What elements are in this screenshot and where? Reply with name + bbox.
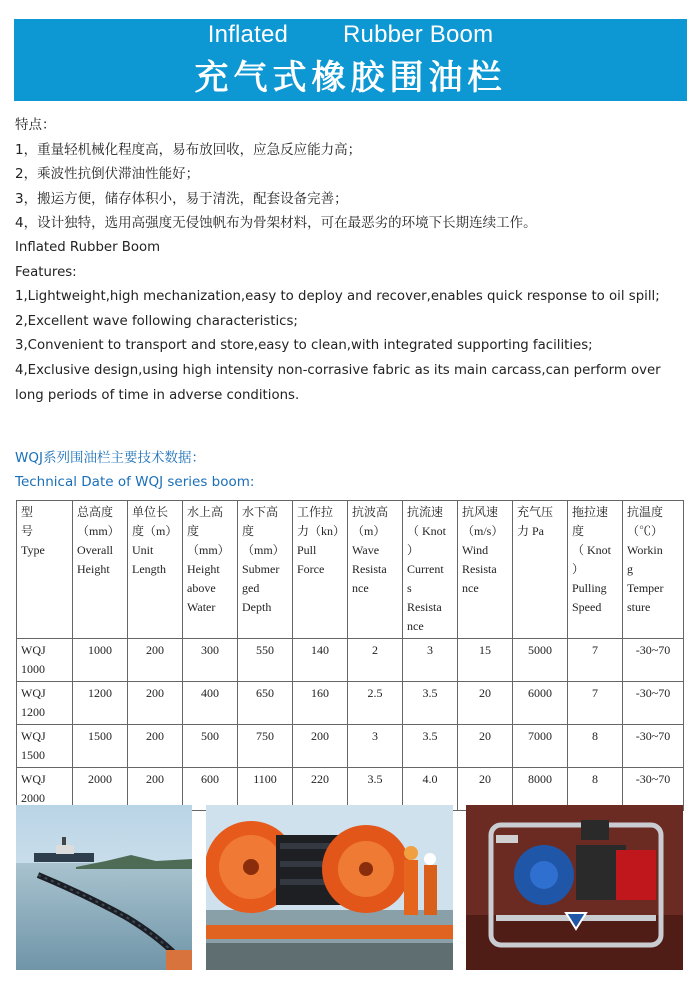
table-cell: 3 — [403, 639, 458, 682]
table-cell: 7 — [568, 682, 623, 725]
table-cell: 15 — [458, 639, 513, 682]
table-cell: 220 — [293, 768, 348, 811]
table-cell: 5000 — [513, 639, 568, 682]
table-row — [17, 682, 684, 725]
table-cell: 3.5 — [403, 725, 458, 768]
table-cell: 2000 — [73, 768, 128, 811]
air-blower-photo — [466, 805, 683, 970]
table-cell: WQJ 1200 — [17, 682, 73, 725]
table-cell: 400 — [183, 682, 238, 725]
table-cell: 550 — [238, 639, 293, 682]
product-name: Inflated Rubber Boom — [15, 240, 161, 255]
table-cell: WQJ 1500 — [17, 725, 73, 768]
features-en-item: 1,Lightweight,high mechanization,easy to deploy and recover,enables quick response to oil spill; — [15, 289, 660, 305]
table-cell: 3.5 — [403, 682, 458, 725]
table-cell: 6000 — [513, 682, 568, 725]
table-cell: -30~70 — [623, 725, 684, 768]
header-cell: 工作拉 力（kn） Pull Force — [293, 501, 348, 639]
table-cell: 500 — [183, 725, 238, 768]
header-cell: 抗温度 （℃） Workin g Temper sture — [623, 501, 684, 639]
table-cell: 140 — [293, 639, 348, 682]
table-cell: 200 — [293, 725, 348, 768]
table-cell: 1500 — [73, 725, 128, 768]
spec-table — [16, 500, 684, 811]
header-cell: 水下高 度 （mm） Submer ged Depth — [238, 501, 293, 639]
table-cell: 200 — [128, 768, 183, 811]
table-cell: 1200 — [73, 682, 128, 725]
features-cn-item: 4，设计独特，选用高强度无侵蚀帆布为骨架材料，可在最恶劣的环境下长期连续工作。 — [15, 215, 537, 232]
table-cell: 8 — [568, 725, 623, 768]
header-cell: 充气压 力 Pa — [513, 501, 568, 639]
table-cell: WQJ 1000 — [17, 639, 73, 682]
table-cell: 7000 — [513, 725, 568, 768]
table-cell: 600 — [183, 768, 238, 811]
features-english — [15, 236, 685, 408]
features-en-item: 3,Convenient to transport and store,easy to clean,with integrated supporting facilities; — [15, 338, 593, 354]
table-cell: 8000 — [513, 768, 568, 811]
table-cell: WQJ 2000 — [17, 768, 73, 811]
features-en-item: 4,Exclusive design,using high intensity non-corrasive fabric as its main carcass,can perform over long periods of time in adverse conditions. — [15, 362, 661, 403]
table-cell: 3.5 — [348, 768, 403, 811]
table-cell: 20 — [458, 725, 513, 768]
table-cell: 4.0 — [403, 768, 458, 811]
table-cell: -30~70 — [623, 682, 684, 725]
boom-on-water-photo — [16, 805, 192, 970]
features-en-heading: Features: — [15, 264, 77, 280]
features-cn-item: 2，乘波性抗倒伏滞油性能好； — [15, 166, 200, 183]
title-banner — [14, 19, 687, 101]
table-cell: -30~70 — [623, 639, 684, 682]
table-cell: 200 — [128, 725, 183, 768]
spec-title-english: Technical Date of WQJ series boom: — [15, 474, 255, 490]
table-cell: 20 — [458, 768, 513, 811]
boom-reel-image — [206, 805, 453, 970]
header-cell: 型 号 Type — [17, 501, 73, 639]
title-chinese: 充气式橡胶围油栏 — [194, 58, 507, 98]
table-cell: -30~70 — [623, 768, 684, 811]
table-cell: 300 — [183, 639, 238, 682]
boom-reel-photo — [206, 805, 453, 970]
title-english: Inflated Rubber Boom — [207, 21, 494, 48]
features-chinese — [15, 113, 685, 236]
table-cell: 2.5 — [348, 682, 403, 725]
header-cell: 抗流速 （ Knot ） Current s Resista nce — [403, 501, 458, 639]
table-cell: 3 — [348, 725, 403, 768]
boom-on-water-image — [16, 805, 192, 970]
table-cell: 650 — [238, 682, 293, 725]
table-cell: 20 — [458, 682, 513, 725]
header-cell: 水上高 度 （mm） Height above Water — [183, 501, 238, 639]
header-cell: 抗风速 （m/s） Wind Resista nce — [458, 501, 513, 639]
table-cell: 8 — [568, 768, 623, 811]
header-cell: 拖拉速 度 （ Knot ） Pulling Speed — [568, 501, 623, 639]
table-cell: 200 — [128, 682, 183, 725]
features-cn-item: 3，搬运方便，储存体积小，易于清洗，配套设备完善； — [15, 190, 348, 207]
table-cell: 1100 — [238, 768, 293, 811]
features-cn-item: 1，重量轻机械化程度高，易布放回收，应急反应能力高； — [15, 141, 362, 158]
spec-title-chinese: WQJ系列围油栏主要技术数据： — [15, 450, 205, 466]
features-en-item: 2,Excellent wave following characteristics; — [15, 313, 298, 329]
header-cell: 抗波高 （m） Wave Resista nce — [348, 501, 403, 639]
table-cell: 7 — [568, 639, 623, 682]
table-cell: 200 — [128, 639, 183, 682]
table-cell: 750 — [238, 725, 293, 768]
table-row — [17, 639, 684, 682]
table-header-row — [17, 501, 684, 639]
table-cell: 160 — [293, 682, 348, 725]
features-cn-heading: 特点： — [15, 117, 56, 133]
header-cell: 总高度 （mm） Overall Height — [73, 501, 128, 639]
table-cell: 2 — [348, 639, 403, 682]
table-row — [17, 725, 684, 768]
table-cell: 1000 — [73, 639, 128, 682]
air-blower-image — [466, 805, 683, 970]
header-cell: 单位长 度（m） Unit Length — [128, 501, 183, 639]
